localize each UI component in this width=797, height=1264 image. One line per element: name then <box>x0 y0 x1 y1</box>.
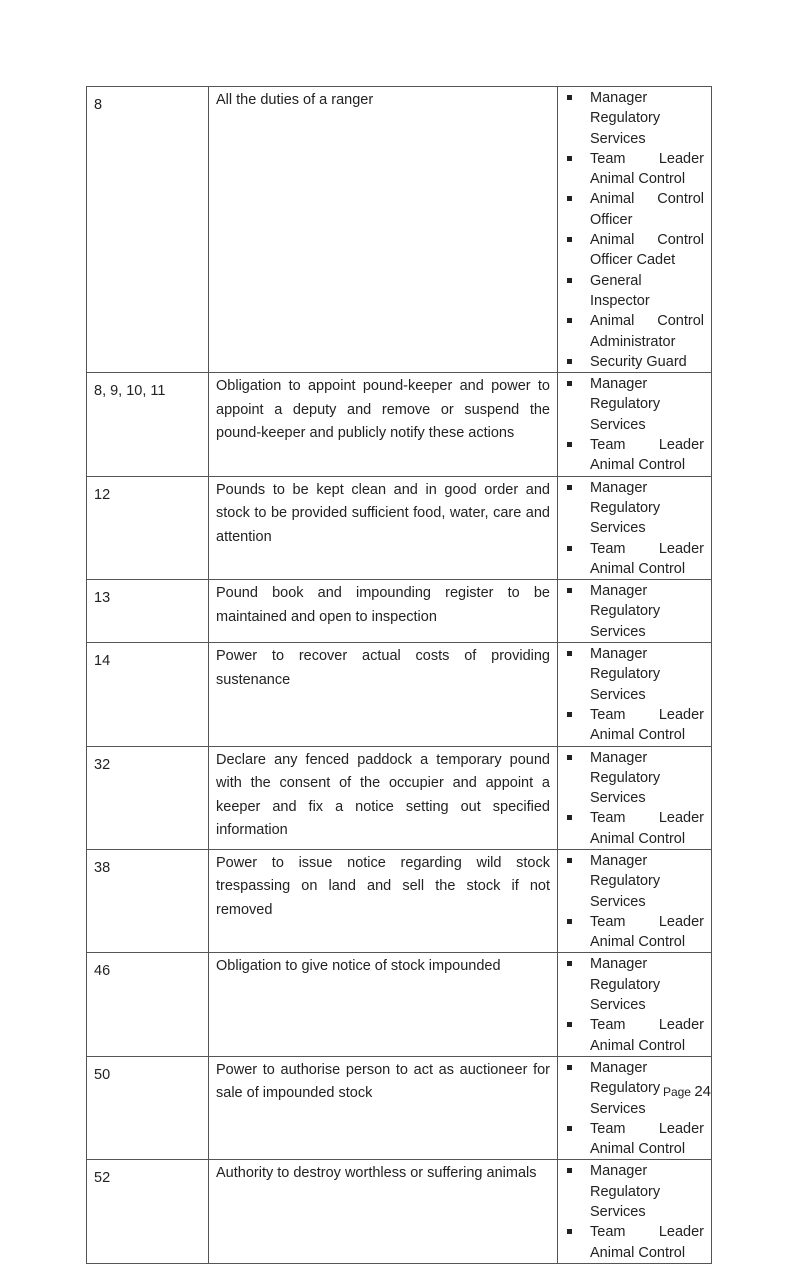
delegates-list <box>567 581 704 642</box>
table-row <box>87 1160 712 1263</box>
delegate-item: Manager Regulatory Services <box>567 954 704 1015</box>
delegates-list <box>567 748 704 849</box>
delegates-cell <box>558 849 712 952</box>
delegate-item: Manager Regulatory Services <box>567 1161 704 1222</box>
description-cell: Authority to destroy worthless or suffering animals <box>209 1160 558 1263</box>
delegates-cell <box>558 373 712 476</box>
description-cell: Declare any fenced paddock a temporary pound with the consent of the occupier and appoint a keeper and fix a notice setting out specified information <box>209 746 558 849</box>
table-row <box>87 746 712 849</box>
description-cell: Pound book and impounding register to be maintained and open to inspection <box>209 580 558 643</box>
delegates-list <box>567 88 704 372</box>
table-row <box>87 953 712 1056</box>
table-row <box>87 849 712 952</box>
delegate-item: Team Leader Animal Control <box>567 539 704 580</box>
delegate-item: Team Leader Animal Control <box>567 912 704 953</box>
delegate-item: Manager Regulatory Services <box>567 374 704 435</box>
delegate-item: Manager Regulatory Services <box>567 748 704 809</box>
delegates-cell <box>558 1056 712 1159</box>
description-cell: Power to issue notice regarding wild stock trespassing on land and sell the stock if not removed <box>209 849 558 952</box>
description-cell: Obligation to give notice of stock impounded <box>209 953 558 1056</box>
delegate-item: Team Leader Animal Control <box>567 149 704 190</box>
delegates-cell <box>558 1160 712 1263</box>
delegates-list <box>567 1161 704 1262</box>
section-cell: 38 <box>87 849 209 952</box>
table-row <box>87 1056 712 1159</box>
delegates-cell <box>558 580 712 643</box>
delegate-item: Animal Control Officer <box>567 189 704 230</box>
delegates-list <box>567 644 704 745</box>
section-cell: 46 <box>87 953 209 1056</box>
table-row <box>87 476 712 579</box>
section-cell: 12 <box>87 476 209 579</box>
delegate-item: Team Leader Animal Control <box>567 1015 704 1056</box>
delegate-item: Manager Regulatory Services <box>567 88 704 149</box>
table-row <box>87 373 712 476</box>
section-cell: 50 <box>87 1056 209 1159</box>
delegates-list <box>567 478 704 579</box>
section-cell: 13 <box>87 580 209 643</box>
page-label: Page <box>662 1085 691 1099</box>
delegates-list <box>567 1058 704 1159</box>
delegate-item: General Inspector <box>567 271 704 312</box>
delegates-cell <box>558 643 712 746</box>
delegate-item: Manager Regulatory Services <box>567 851 704 912</box>
delegate-item: Manager Regulatory Services <box>567 581 704 642</box>
section-cell: 32 <box>87 746 209 849</box>
section-cell: 14 <box>87 643 209 746</box>
description-cell: Power to recover actual costs of providing sustenance <box>209 643 558 746</box>
description-cell: Pounds to be kept clean and in good order and stock to be provided sufficient food, water, care and attention <box>209 476 558 579</box>
delegations-table <box>86 86 712 1264</box>
delegate-item: Manager Regulatory Services <box>567 478 704 539</box>
delegates-list <box>567 374 704 475</box>
section-cell: 8, 9, 10, 11 <box>87 373 209 476</box>
delegate-item: Team Leader Animal Control <box>567 435 704 476</box>
delegate-item: Team Leader Animal Control <box>567 808 704 849</box>
delegates-cell <box>558 476 712 579</box>
delegate-item: Animal Control Administrator <box>567 311 704 352</box>
delegates-list <box>567 954 704 1055</box>
page-number: 24 <box>694 1083 711 1100</box>
table-row <box>87 87 712 373</box>
delegations-table-body <box>87 87 712 1264</box>
description-cell: Obligation to appoint pound-keeper and power to appoint a deputy and remove or suspend the pound-keeper and publicly notify these actions <box>209 373 558 476</box>
delegate-item: Animal Control Officer Cadet <box>567 230 704 271</box>
table-row <box>87 643 712 746</box>
delegate-item: Manager Regulatory Services <box>567 1058 704 1119</box>
section-cell: 52 <box>87 1160 209 1263</box>
delegate-item: Team Leader Animal Control <box>567 1119 704 1160</box>
description-cell: All the duties of a ranger <box>209 87 558 373</box>
delegate-item: Team Leader Animal Control <box>567 1222 704 1263</box>
page-footer <box>663 1083 711 1100</box>
delegate-item: Security Guard <box>567 352 704 372</box>
section-cell: 8 <box>87 87 209 373</box>
description-cell: Power to authorise person to act as auctioneer for sale of impounded stock <box>209 1056 558 1159</box>
delegates-cell <box>558 953 712 1056</box>
delegates-list <box>567 851 704 952</box>
delegates-cell <box>558 87 712 373</box>
table-row <box>87 580 712 643</box>
delegate-item: Manager Regulatory Services <box>567 644 704 705</box>
delegate-item: Team Leader Animal Control <box>567 705 704 746</box>
delegates-cell <box>558 746 712 849</box>
